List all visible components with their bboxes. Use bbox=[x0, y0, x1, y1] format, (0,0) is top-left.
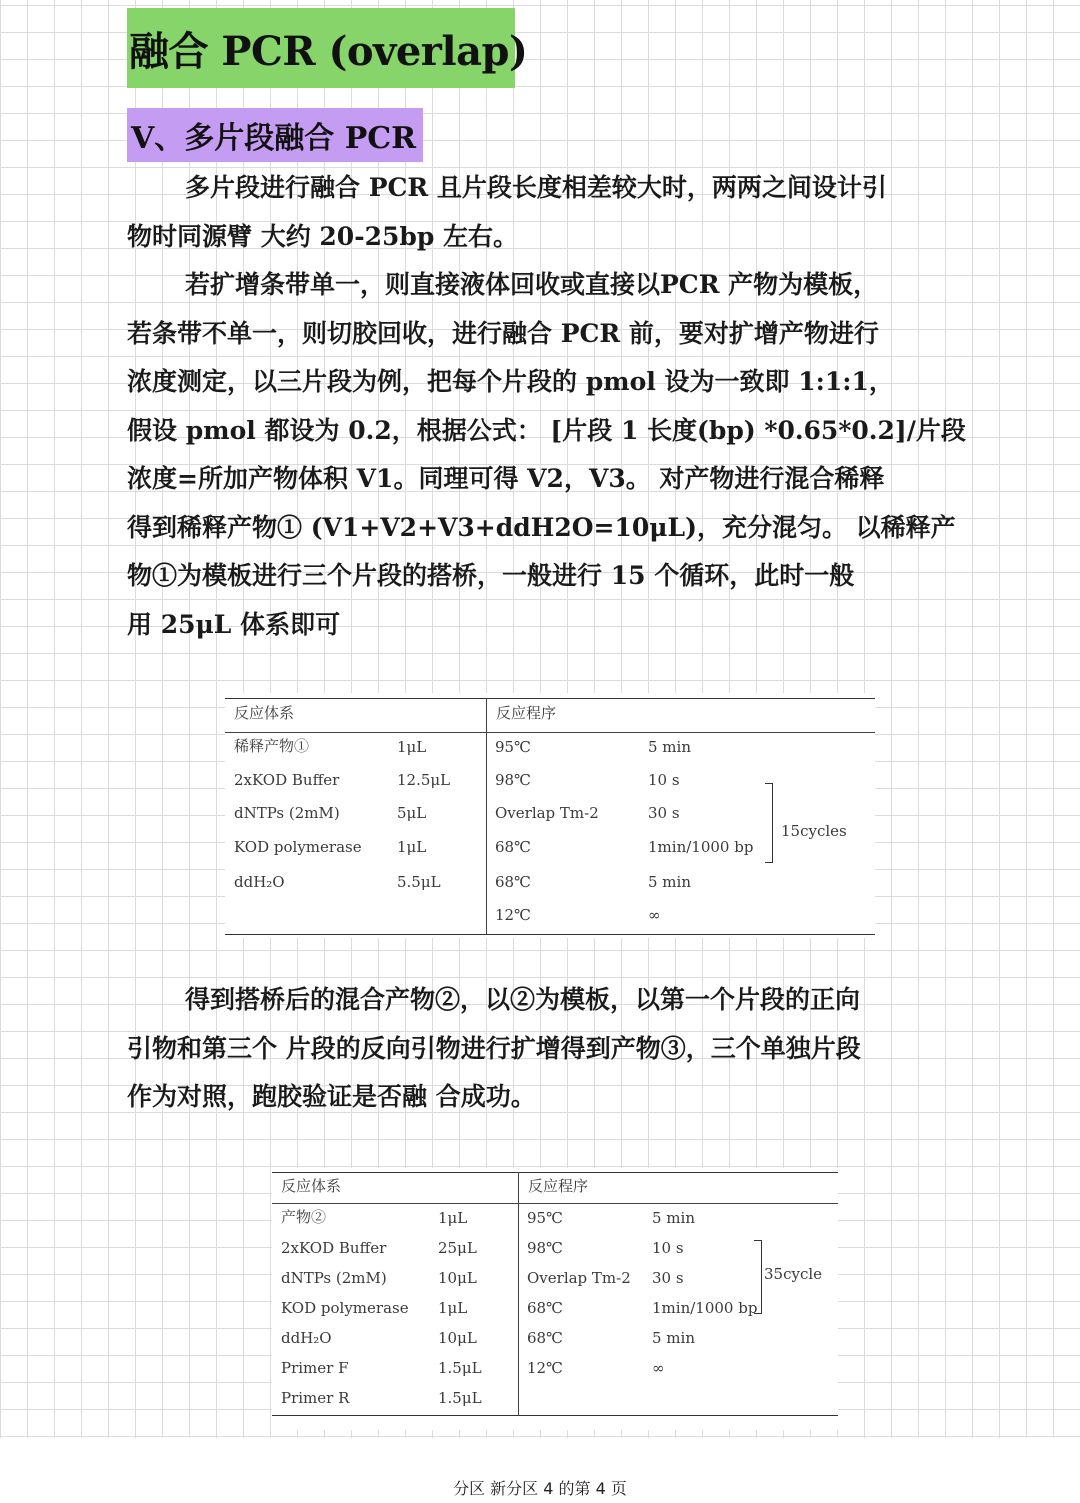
page-title: 融合 PCR (overlap) bbox=[127, 8, 515, 88]
reagent-amount: 1.5μL bbox=[438, 1359, 482, 1377]
paragraph-amplification bbox=[127, 976, 977, 1122]
table-bottom-rule bbox=[225, 934, 875, 935]
cycle-bracket bbox=[754, 1240, 762, 1314]
paragraph-line: 浓度测定，以三片段为例，把每个片段的 pmol 设为一致即 1:1:1， bbox=[127, 367, 894, 396]
program-step: 12℃ bbox=[495, 906, 531, 924]
program-step: Overlap Tm-2 bbox=[527, 1269, 631, 1287]
program-step: 95℃ bbox=[495, 738, 531, 756]
reagent-name: Primer F bbox=[281, 1359, 349, 1377]
paragraph-line: 得到稀释产物① (V1+V2+V3+ddH2O=10μL)，充分混匀。 以稀释产 bbox=[127, 512, 956, 542]
program-time: 10 s bbox=[652, 1239, 684, 1257]
table-header-system: 反应体系 bbox=[234, 704, 295, 722]
reagent-amount: 5μL bbox=[397, 804, 427, 822]
program-time: 10 s bbox=[648, 771, 680, 789]
table-header-program: 反应程序 bbox=[528, 1177, 589, 1195]
paragraph-line: 用 25μL 体系即可 bbox=[127, 609, 341, 639]
table-header-rule bbox=[272, 1203, 838, 1204]
table-column-divider bbox=[486, 698, 487, 935]
table-top-rule bbox=[225, 698, 875, 699]
paragraph-line: 多片段进行融合 PCR 且片段长度相差较大时，两两之间设计引 bbox=[185, 173, 887, 202]
paragraph-dilution bbox=[127, 261, 977, 649]
program-time: 5 min bbox=[652, 1329, 695, 1347]
program-time: 30 s bbox=[648, 804, 680, 822]
table-column-divider bbox=[518, 1172, 519, 1416]
cycle-label: 15cycles bbox=[781, 822, 847, 840]
reagent-name: ddH₂O bbox=[281, 1329, 332, 1347]
paragraph-line: 物时同源臂 大约 20-25bp 左右。 bbox=[127, 221, 519, 251]
reagent-name: Primer R bbox=[281, 1389, 350, 1407]
reagent-name: KOD polymerase bbox=[281, 1299, 409, 1317]
table-header-system: 反应体系 bbox=[281, 1177, 342, 1195]
reagent-amount: 12.5μL bbox=[397, 771, 451, 789]
paragraph-line: 作为对照，跑胶验证是否融 合成功。 bbox=[127, 1082, 536, 1111]
paragraph-line: 若扩增条带单一，则直接液体回收或直接以PCR 产物为模板， bbox=[185, 270, 879, 299]
cycle-bracket bbox=[765, 783, 773, 863]
program-step: 68℃ bbox=[527, 1329, 563, 1347]
paragraph-line: 浓度=所加产物体积 V1。同理可得 V2，V3。 对产物进行混合稀释 bbox=[127, 464, 885, 493]
reagent-name: 产物② bbox=[281, 1208, 327, 1226]
program-step: 68℃ bbox=[495, 838, 531, 856]
reagent-name: dNTPs (2mM) bbox=[234, 804, 340, 822]
cycle-label: 35cycle bbox=[764, 1265, 823, 1283]
reagent-name: 稀释产物① bbox=[234, 737, 310, 755]
program-step: 12℃ bbox=[527, 1359, 563, 1377]
reaction-table-2 bbox=[272, 1168, 838, 1430]
reaction-table-1 bbox=[225, 693, 875, 938]
program-time: 1min/1000 bp bbox=[652, 1299, 758, 1317]
reagent-name: KOD polymerase bbox=[234, 838, 362, 856]
program-time: 5 min bbox=[648, 738, 691, 756]
program-time: 5 min bbox=[648, 873, 691, 891]
paragraph-line: 引物和第三个 片段的反向引物进行扩增得到产物③，三个单独片段 bbox=[127, 1033, 861, 1063]
reagent-amount: 5.5μL bbox=[397, 873, 441, 891]
paragraph-line: 得到搭桥后的混合产物②，以②为模板，以第一个片段的正向 bbox=[185, 985, 861, 1014]
reagent-name: ddH₂O bbox=[234, 873, 285, 891]
reagent-amount: 1μL bbox=[397, 738, 427, 756]
table-header-rule bbox=[225, 732, 875, 733]
table-bottom-rule bbox=[272, 1415, 838, 1416]
section-title: V、多片段融合 PCR bbox=[127, 108, 423, 162]
program-time: 1min/1000 bp bbox=[648, 838, 754, 856]
table-header-program: 反应程序 bbox=[496, 704, 557, 722]
paragraph-line: 物①为模板进行三个片段的搭桥，一般进行 15 个循环，此时一般 bbox=[127, 561, 855, 590]
reagent-name: dNTPs (2mM) bbox=[281, 1269, 387, 1287]
program-step: 68℃ bbox=[527, 1299, 563, 1317]
paragraph-homology-arm bbox=[127, 164, 977, 261]
reagent-name: 2xKOD Buffer bbox=[281, 1239, 387, 1257]
reagent-amount: 1μL bbox=[438, 1209, 468, 1227]
program-step: 95℃ bbox=[527, 1209, 563, 1227]
reagent-amount: 10μL bbox=[438, 1269, 477, 1287]
reagent-name: 2xKOD Buffer bbox=[234, 771, 340, 789]
program-time: 5 min bbox=[652, 1209, 695, 1227]
reagent-amount: 1μL bbox=[438, 1299, 468, 1317]
program-time: ∞ bbox=[652, 1359, 665, 1377]
program-step: Overlap Tm-2 bbox=[495, 804, 599, 822]
program-time: ∞ bbox=[648, 906, 661, 924]
reagent-amount: 1μL bbox=[397, 838, 427, 856]
reagent-amount: 10μL bbox=[438, 1329, 477, 1347]
reagent-amount: 1.5μL bbox=[438, 1389, 482, 1407]
program-step: 98℃ bbox=[527, 1239, 563, 1257]
paragraph-line: 假设 pmol 都设为 0.2，根据公式： [片段 1 长度(bp) *0.65*0.2]/片段 bbox=[127, 415, 966, 445]
program-time: 30 s bbox=[652, 1269, 684, 1287]
paragraph-line: 若条带不单一，则切胶回收，进行融合 PCR 前，要对扩增产物进行 bbox=[127, 318, 879, 348]
table-top-rule bbox=[272, 1172, 838, 1173]
program-step: 98℃ bbox=[495, 771, 531, 789]
reagent-amount: 25μL bbox=[438, 1239, 477, 1257]
program-step: 68℃ bbox=[495, 873, 531, 891]
page-footer: 分区 新分区 4 的第 4 页 bbox=[0, 1478, 1080, 1503]
